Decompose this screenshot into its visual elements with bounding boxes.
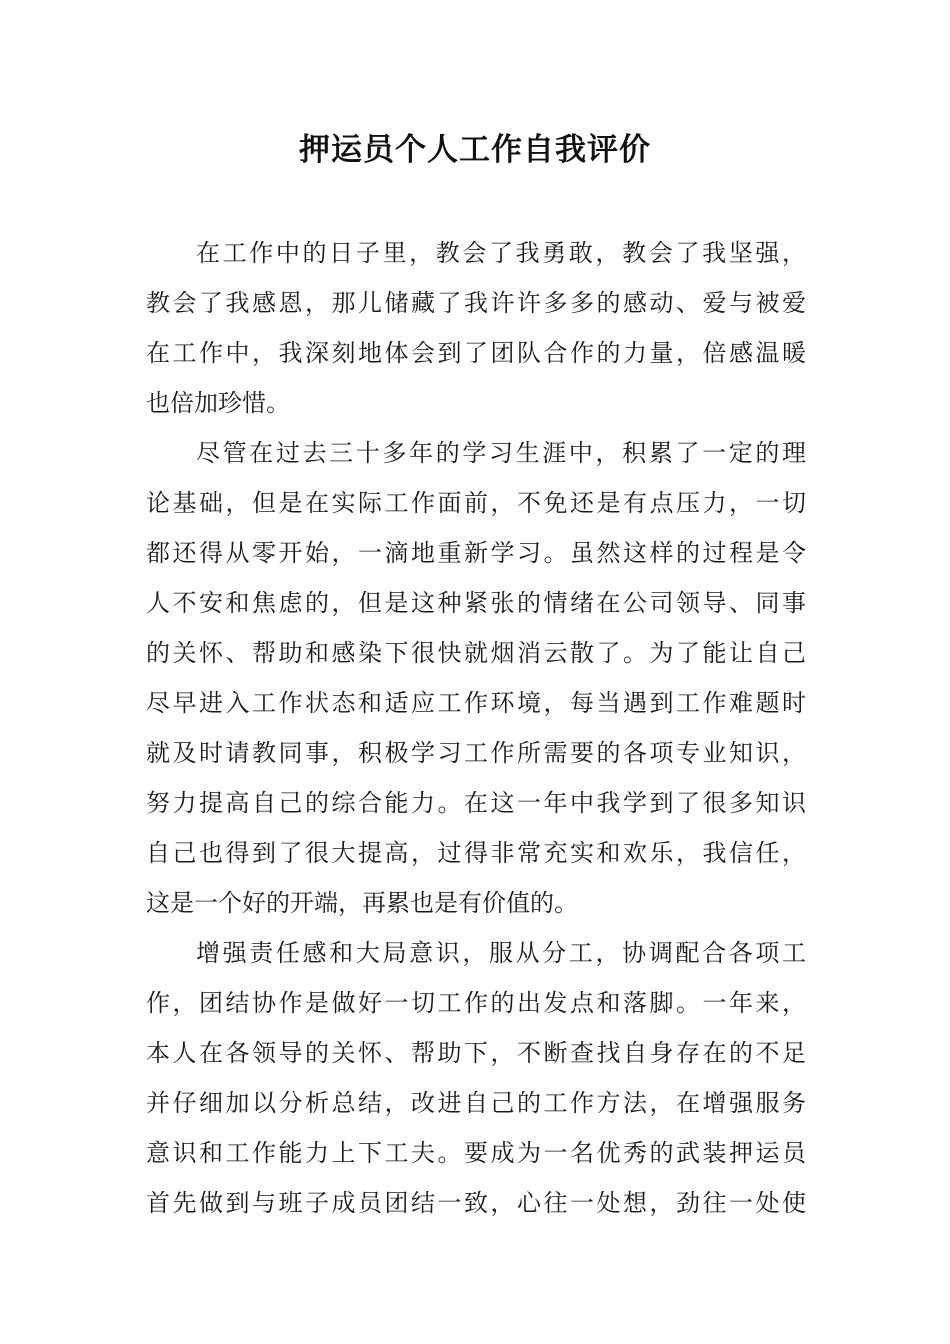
text-line: 论基础，但是在实际工作面前，不免还是有点压力，一切	[146, 489, 806, 517]
text-line: 人不安和焦虑的，但是这种紧张的情绪在公司领导、同事	[146, 589, 806, 617]
paragraph-1	[146, 228, 806, 428]
paragraph-2	[146, 428, 806, 928]
text-line: 就及时请教同事，积极学习工作所需要的各项专业知识，	[146, 739, 806, 767]
paragraph-3	[146, 928, 806, 1228]
text-line: 也倍加珍惜。	[146, 389, 290, 417]
text-line: 作，团结协作是做好一切工作的出发点和落脚。一年来，	[146, 989, 806, 1017]
document-title: 押运员个人工作自我评价	[299, 132, 651, 168]
document-body	[146, 228, 806, 1228]
text-line: 本人在各领导的关怀、帮助下，不断查找自身存在的不足	[146, 1039, 806, 1067]
text-line: 这是一个好的开端，再累也是有价值的。	[146, 889, 578, 917]
text-line: 意识和工作能力上下工夫。要成为一名优秀的武装押运员	[146, 1139, 806, 1167]
text-line: 都还得从零开始，一滴地重新学习。虽然这样的过程是令	[146, 539, 806, 567]
text-line: 自己也得到了很大提高，过得非常充实和欢乐，我信任，	[146, 839, 806, 867]
text-line: 尽管在过去三十多年的学习生涯中，积累了一定的理	[196, 439, 806, 467]
text-line: 尽早进入工作状态和适应工作环境，每当遇到工作难题时	[146, 689, 806, 717]
text-line: 并仔细加以分析总结，改进自己的工作方法，在增强服务	[146, 1089, 806, 1117]
text-line: 在工作中的日子里，教会了我勇敢，教会了我坚强，	[196, 239, 806, 267]
text-line: 首先做到与班子成员团结一致，心往一处想，劲往一处使	[146, 1189, 806, 1217]
text-line: 增强责任感和大局意识，服从分工，协调配合各项工	[196, 939, 806, 967]
text-line: 教会了我感恩，那儿储藏了我许许多多的感动、爱与被爱	[146, 289, 806, 317]
text-line: 的关怀、帮助和感染下很快就烟消云散了。为了能让自己	[146, 639, 806, 667]
text-line: 在工作中，我深刻地体会到了团队合作的力量，倍感温暖	[146, 339, 806, 367]
text-line: 努力提高自己的综合能力。在这一年中我学到了很多知识	[146, 789, 806, 817]
